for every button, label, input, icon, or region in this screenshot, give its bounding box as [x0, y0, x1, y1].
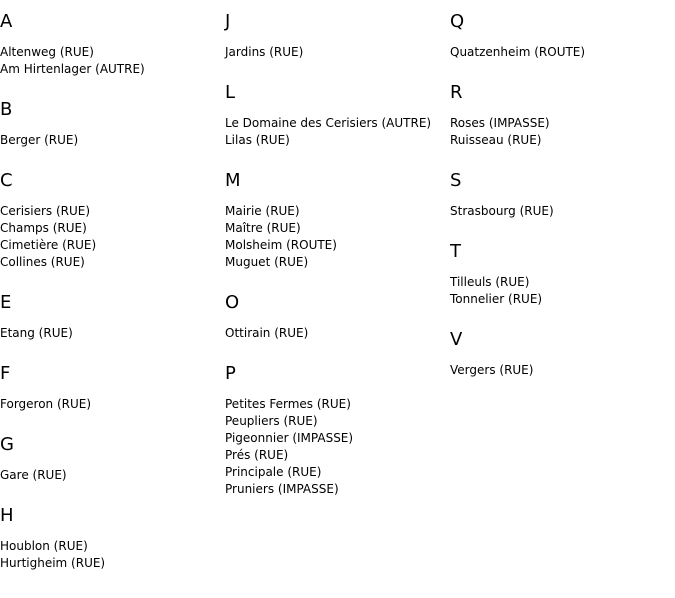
street-link[interactable]: Houblon (RUE): [0, 539, 88, 553]
street-list: [225, 325, 450, 342]
street-list: [450, 362, 675, 379]
street-link[interactable]: Cerisiers (RUE): [0, 204, 91, 218]
street-list: [0, 538, 225, 572]
street-link[interactable]: Pruniers (IMPASSE): [225, 482, 339, 496]
letter-heading: E: [0, 292, 12, 313]
street-link[interactable]: Etang (RUE): [0, 326, 73, 340]
street-link[interactable]: Lilas (RUE): [225, 133, 290, 147]
letter-heading: M: [225, 170, 241, 191]
letter-group: [0, 505, 225, 572]
letter-group: [225, 170, 450, 271]
street-link[interactable]: Strasbourg (RUE): [450, 204, 554, 218]
street-link[interactable]: Vergers (RUE): [450, 363, 534, 377]
street-list: [450, 44, 675, 61]
letter-heading: O: [225, 292, 240, 313]
letter-group: [450, 82, 675, 149]
letter-heading: P: [225, 363, 236, 384]
street-link[interactable]: Forgeron (RUE): [0, 397, 92, 411]
letter-group: [0, 434, 225, 484]
street-link[interactable]: Petites Fermes (RUE): [225, 397, 351, 411]
street-list: [0, 44, 225, 78]
street-link[interactable]: Am Hirtenlager (AUTRE): [0, 62, 145, 76]
street-link[interactable]: Ruisseau (RUE): [450, 133, 542, 147]
street-list: [450, 274, 675, 308]
column-2: [225, 0, 450, 498]
street-link[interactable]: Quatzenheim (ROUTE): [450, 45, 586, 59]
street-link[interactable]: Tilleuls (RUE): [450, 275, 530, 289]
street-link[interactable]: Collines (RUE): [0, 255, 85, 269]
street-link[interactable]: Principale (RUE): [225, 465, 322, 479]
street-list: [450, 203, 675, 220]
letter-heading: F: [0, 363, 11, 384]
letter-heading: C: [0, 170, 13, 191]
letter-heading: G: [0, 434, 14, 455]
letter-heading: J: [225, 11, 231, 32]
street-link[interactable]: Muguet (RUE): [225, 255, 309, 269]
letter-group: [225, 11, 450, 61]
street-link[interactable]: Tonnelier (RUE): [450, 292, 543, 306]
column-1: [0, 0, 225, 572]
letter-group: [0, 363, 225, 413]
street-list: [225, 396, 450, 498]
letter-group: [225, 292, 450, 342]
letter-heading: Q: [450, 11, 465, 32]
column-3: [450, 0, 675, 379]
street-list: [450, 115, 675, 149]
letter-group: [450, 329, 675, 379]
street-link[interactable]: Maître (RUE): [225, 221, 301, 235]
street-list: [225, 44, 450, 61]
letter-group: [450, 170, 675, 220]
street-list: [0, 132, 225, 149]
letter-heading: L: [225, 82, 236, 103]
letter-heading: S: [450, 170, 462, 191]
letter-group: [450, 11, 675, 61]
letter-heading: A: [0, 11, 13, 32]
letter-heading: V: [450, 329, 463, 350]
letter-heading: T: [450, 241, 461, 262]
street-list: [225, 115, 450, 149]
street-link[interactable]: Peupliers (RUE): [225, 414, 318, 428]
street-link[interactable]: Le Domaine des Cerisiers (AUTRE): [225, 116, 432, 130]
letter-group: [0, 11, 225, 78]
street-link[interactable]: Prés (RUE): [225, 448, 289, 462]
street-link[interactable]: Berger (RUE): [0, 133, 79, 147]
street-list: [0, 203, 225, 271]
street-list: [0, 325, 225, 342]
street-link[interactable]: Cimetière (RUE): [0, 238, 97, 252]
street-list: [0, 467, 225, 484]
letter-heading: B: [0, 99, 13, 120]
street-link[interactable]: Champs (RUE): [0, 221, 87, 235]
street-link[interactable]: Roses (IMPASSE): [450, 116, 550, 130]
letter-heading: H: [0, 505, 14, 526]
letter-heading: R: [450, 82, 463, 103]
street-link[interactable]: Gare (RUE): [0, 468, 67, 482]
street-link[interactable]: Mairie (RUE): [225, 204, 300, 218]
letter-group: [0, 170, 225, 271]
letter-group: [0, 292, 225, 342]
street-list: [225, 203, 450, 271]
street-link[interactable]: Molsheim (ROUTE): [225, 238, 337, 252]
letter-group: [225, 82, 450, 149]
street-link[interactable]: Pigeonnier (IMPASSE): [225, 431, 354, 445]
street-link[interactable]: Jardins (RUE): [225, 45, 304, 59]
street-link[interactable]: Altenweg (RUE): [0, 45, 94, 59]
letter-group: [0, 99, 225, 149]
letter-group: [450, 241, 675, 308]
letter-group: [225, 363, 450, 498]
street-link[interactable]: Hurtigheim (RUE): [0, 556, 106, 570]
street-list: [0, 396, 225, 413]
street-link[interactable]: Ottirain (RUE): [225, 326, 309, 340]
